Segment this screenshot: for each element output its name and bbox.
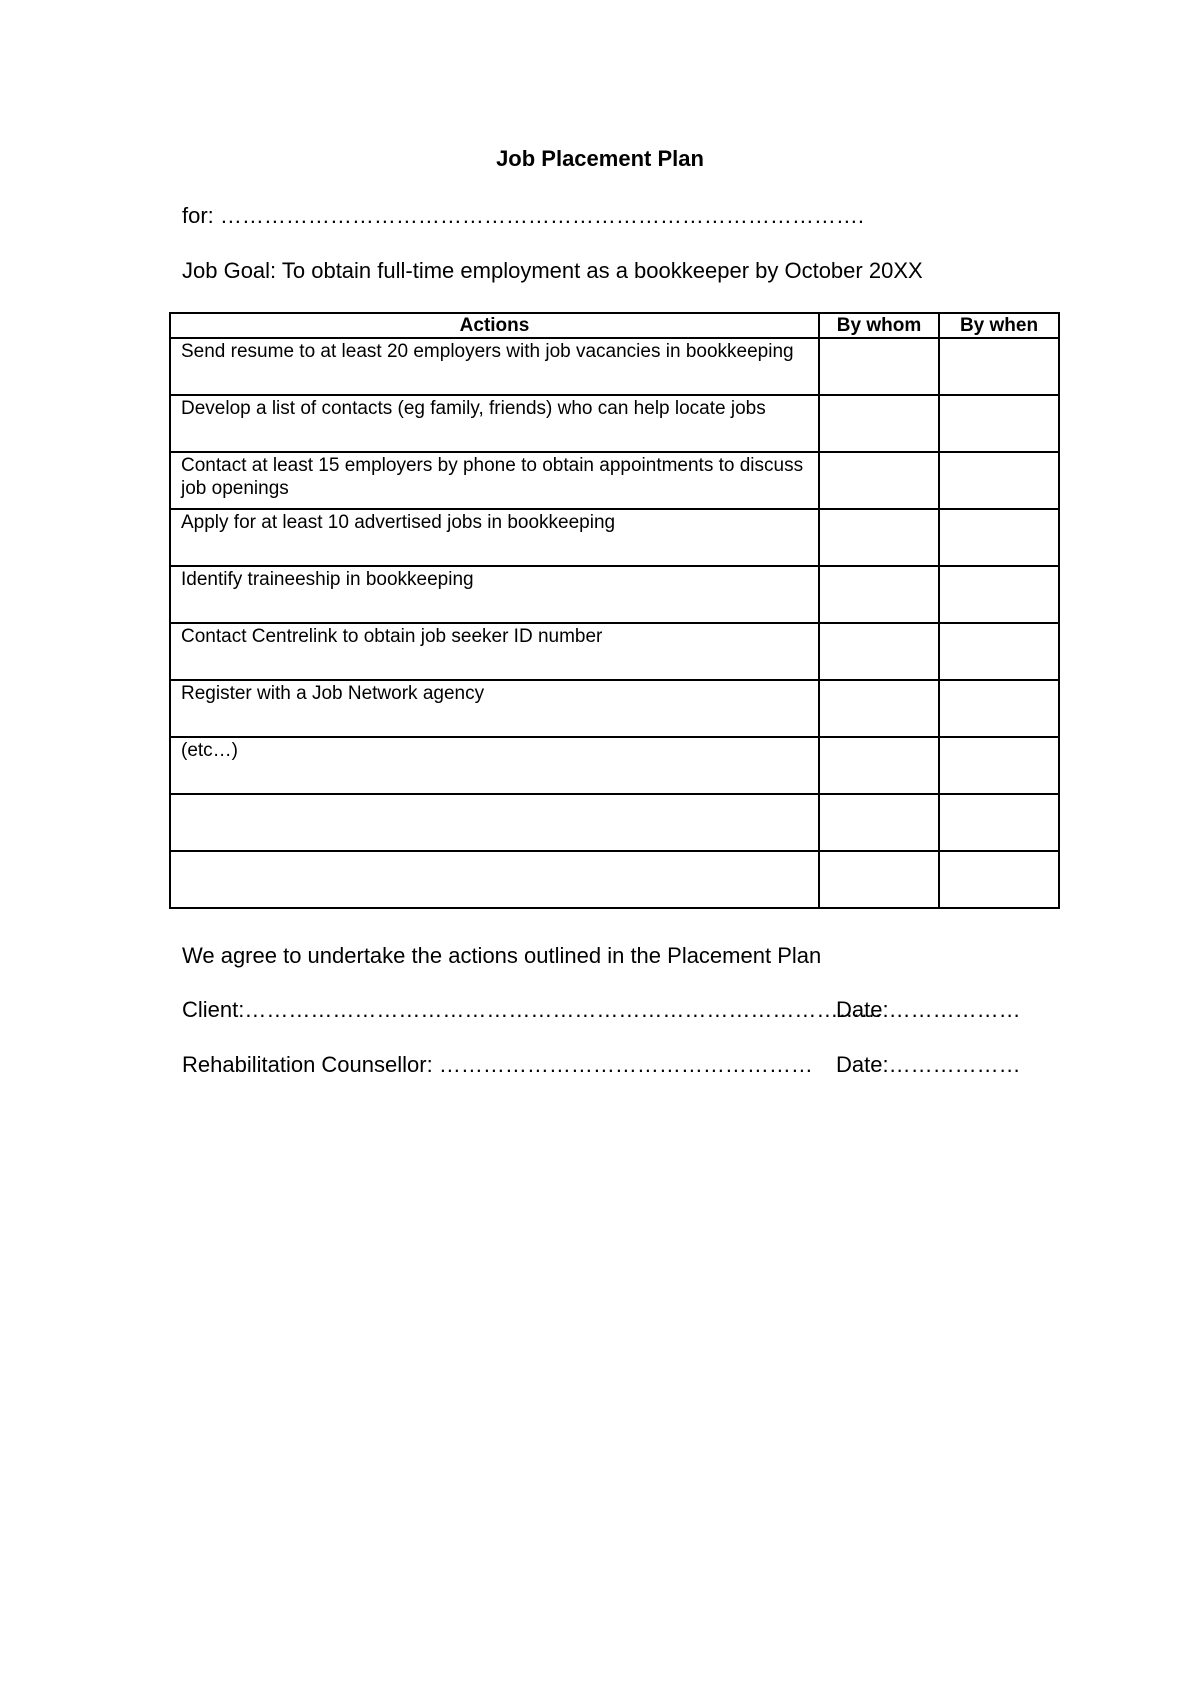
header-by-whom: By whom bbox=[819, 313, 939, 338]
page-title: Job Placement Plan bbox=[496, 146, 704, 171]
by-whom-cell bbox=[819, 851, 939, 908]
by-when-cell bbox=[939, 452, 1059, 509]
header-by-when: By when bbox=[939, 313, 1059, 338]
by-when-cell bbox=[939, 338, 1059, 395]
by-whom-cell bbox=[819, 737, 939, 794]
by-whom-cell bbox=[819, 395, 939, 452]
by-whom-cell bbox=[819, 338, 939, 395]
action-cell: Contact at least 15 employers by phone to obtain appointments to discuss job openings bbox=[170, 452, 819, 509]
for-line: for: ……………………………………………………………………………. bbox=[182, 203, 865, 228]
table-row bbox=[170, 452, 1059, 509]
action-cell: Identify traineeship in bookkeeping bbox=[170, 566, 819, 623]
by-whom-cell bbox=[819, 452, 939, 509]
by-when-cell bbox=[939, 680, 1059, 737]
table-row bbox=[170, 680, 1059, 737]
table-row bbox=[170, 338, 1059, 395]
header-actions: Actions bbox=[170, 313, 819, 338]
client-date-line: Date:……………… bbox=[836, 997, 1021, 1022]
by-when-cell bbox=[939, 737, 1059, 794]
by-whom-cell bbox=[819, 623, 939, 680]
by-whom-cell bbox=[819, 794, 939, 851]
table-row bbox=[170, 395, 1059, 452]
job-goal: Job Goal: To obtain full-time employment as a bookkeeper by October 20XX bbox=[182, 258, 923, 283]
agreement-statement: We agree to undertake the actions outlined in the Placement Plan bbox=[182, 943, 822, 968]
table-row bbox=[170, 737, 1059, 794]
by-when-cell bbox=[939, 509, 1059, 566]
table-row bbox=[170, 509, 1059, 566]
action-plan-table bbox=[169, 312, 1060, 909]
action-cell: Contact Centrelink to obtain job seeker ID number bbox=[170, 623, 819, 680]
by-when-cell bbox=[939, 566, 1059, 623]
action-cell: Register with a Job Network agency bbox=[170, 680, 819, 737]
table-row bbox=[170, 623, 1059, 680]
counsellor-signature-line: Rehabilitation Counsellor: …………………………………………… bbox=[182, 1052, 813, 1077]
table-header-row bbox=[170, 313, 1059, 338]
by-when-cell bbox=[939, 623, 1059, 680]
action-cell bbox=[170, 851, 819, 908]
counsellor-date-line: Date:……………… bbox=[836, 1052, 1021, 1077]
action-cell: Develop a list of contacts (eg family, friends) who can help locate jobs bbox=[170, 395, 819, 452]
by-when-cell bbox=[939, 851, 1059, 908]
action-cell bbox=[170, 794, 819, 851]
action-cell: Apply for at least 10 advertised jobs in bookkeeping bbox=[170, 509, 819, 566]
action-cell: (etc…) bbox=[170, 737, 819, 794]
by-whom-cell bbox=[819, 509, 939, 566]
by-when-cell bbox=[939, 395, 1059, 452]
client-signature-line: Client:…………………………………………………………………………… bbox=[182, 997, 883, 1022]
table-row bbox=[170, 851, 1059, 908]
action-cell: Send resume to at least 20 employers with job vacancies in bookkeeping bbox=[170, 338, 819, 395]
table-row bbox=[170, 566, 1059, 623]
by-when-cell bbox=[939, 794, 1059, 851]
by-whom-cell bbox=[819, 680, 939, 737]
table-row bbox=[170, 794, 1059, 851]
by-whom-cell bbox=[819, 566, 939, 623]
